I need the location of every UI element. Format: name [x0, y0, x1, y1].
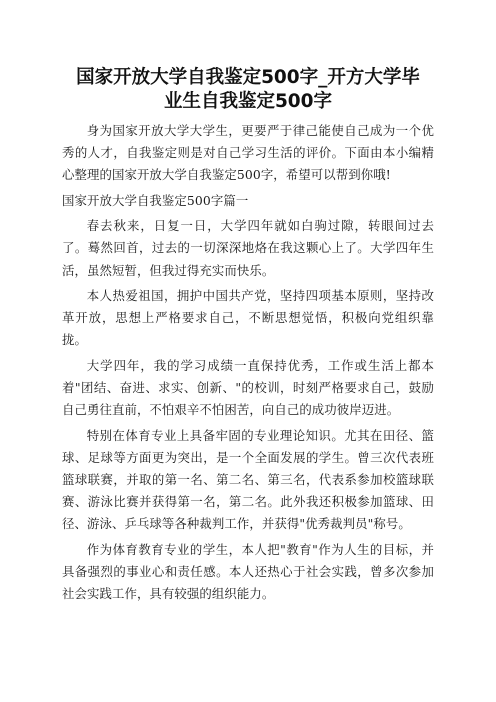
body-paragraph: 特别在体育专业上具备牢固的专业理论知识。尤其在田径、篮球、足球等方面更为突出，是一个全面发展的学生。曾三次代表班篮球联赛，并取的第一名、第二名、第三名，代表系参加校篮球联赛、游泳比赛并获得第一名，第二名。此外我还积极参加篮球、田径、游泳、乒乓球等各种裁判工作，并获得"优秀裁判员"称号。 [62, 427, 434, 532]
body-paragraph: 作为体育教育专业的学生，本人把"教育"作为人生的目标，并具备强烈的事业心和责任感。本人还热心于社会实践，曾多次参加社会实践工作，具有较强的组织能力。 [62, 541, 434, 602]
document-title [62, 66, 434, 114]
section-heading: 国家开放大学自我鉴定500字篇一 [62, 192, 249, 208]
document-title-line-1: 国家开放大学自我鉴定500字_开方大学毕 [76, 67, 420, 88]
body-paragraph: 大学四年，我的学习成绩一直保持优秀，工作或生活上都本着"团结、奋进、求实、创新、"的校训，时刻严格要求自己，鼓励自己勇往直前，不怕艰辛不怕困苦，向自己的成功彼岸迈进。 [62, 357, 434, 418]
intro-paragraph: 身为国家开放大学大学生，更要严于律己能使自己成为一个优秀的人才，自我鉴定则是对自己学习生活的评价。下面由本小编精心整理的国家开放大学自我鉴定500字，希望可以帮到你哦! [62, 123, 434, 183]
document-title-line-2: 业生自我鉴定500字 [163, 91, 333, 112]
document-body [62, 120, 434, 609]
body-paragraph: 春去秋来，日复一日，大学四年就如白驹过隙，转眼间过去了。蓦然回首，过去的一切深深地烙在我这颗心上了。大学四年生活，虽然短暂，但我过得充实而快乐。 [62, 218, 434, 278]
body-paragraph: 本人热爱祖国，拥护中国共产党，坚持四项基本原则，坚持改革开放，思想上严格要求自己，不断思想觉悟，积极向党组织靠拢。 [62, 287, 434, 348]
